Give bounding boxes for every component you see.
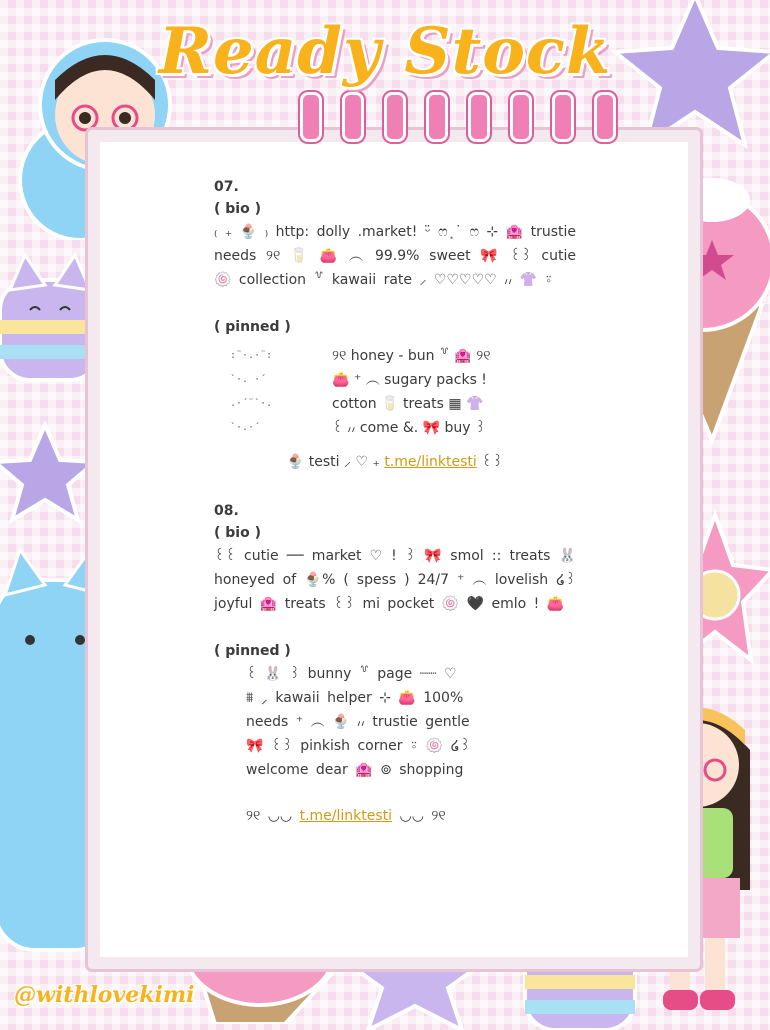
testi-suffix: ꒰꒱ <box>481 454 504 470</box>
pinned-line: ꒰ 🐰 ꒱ bunny ꒷ page ┈┈ ♡ <box>246 666 457 682</box>
ascii-art: :¨·.·¨: <box>230 350 273 361</box>
testi-link[interactable]: t.me/linktesti <box>299 808 393 824</box>
bio-line: honeyed of 🍨% ( spess ) 24/7 ⁺ ︵ lovelish ໒꒱ <box>214 572 576 588</box>
spiral-rings <box>300 92 680 142</box>
pinned-text: ୨୧ honey - bun ꒷ 🏩 ୨୧ <box>332 348 491 364</box>
bio-label: ( bio ) <box>214 201 261 217</box>
section-number: 08. <box>214 503 239 519</box>
pinned-label: ( pinned ) <box>214 319 291 335</box>
pinned-row <box>214 344 576 368</box>
bio-line: needs ୨୧ 🥛 👛 ︵ 99.9% sweet 🎀 ꒰꒱ cutie <box>214 248 576 264</box>
pinned-text: 👛 ⁺ ︵ sugary packs ! <box>332 372 487 388</box>
testi-line <box>214 804 576 828</box>
bio-line: ꒰꒰ cutie ── market ♡ ! ꒱ 🎀 smol :: treats 🐰 <box>214 548 576 564</box>
bio-line: ₍ ₊ 🍨 ₎ http: dolly .market! ᵕ̈ ෆ ͙ ͘ ෆ ⊹ 🏩 trustie <box>214 224 576 240</box>
bio-label: ( bio ) <box>214 525 261 541</box>
ascii-art: `·. ·´ <box>230 374 267 385</box>
testi-suffix: ◡◡ ୨୧ <box>399 808 446 824</box>
page-title: Ready Stock <box>158 14 612 89</box>
content-area <box>214 176 576 828</box>
pinned-line: ⩩ ⸝ kawaii helper ⊹ 👛 100% <box>246 690 464 706</box>
pinned-line: welcome dear 🏩 ⊚ shopping <box>246 762 464 778</box>
star-icon <box>0 420 100 530</box>
pinned-line: 🎀 ꒰꒱ pinkish corner ⍤ 🍥 ໒꒱ <box>246 738 471 754</box>
bio-line: joyful 🏩 treats ꒰꒱ mi pocket 🍥 🖤 emlo ! 👛 <box>214 596 565 612</box>
pinned-text: ꒰ ៸៸ come &. 🎀 buy ꒱ <box>332 420 486 436</box>
watermark: @withlovekimi <box>14 982 195 1008</box>
testi-prefix: 🍨 testi ⸝ ♡ ₊ <box>286 454 380 470</box>
pinned-row <box>214 416 576 440</box>
testi-line <box>214 450 576 474</box>
testi-prefix: ୨୧ ◡◡ <box>246 808 293 824</box>
ascii-art: .·´¨`·. <box>230 398 273 409</box>
pinned-row <box>214 368 576 392</box>
pinned-text: cotton 🥛 treats ▦ 👚 <box>332 396 484 412</box>
pinned-row <box>214 392 576 416</box>
section-number: 07. <box>214 179 239 195</box>
ascii-art: `·.·´ <box>230 422 261 433</box>
testi-link[interactable]: t.me/linktesti <box>384 454 477 470</box>
pinned-line: needs ⁺ ︵ 🍨 ៸៸ trustie gentle <box>246 714 470 730</box>
bio-line: 🍥 collection ꒷ kawaii rate ⸝ ♡♡♡♡♡ ៸៸ 👚 ⍤ <box>214 272 553 288</box>
pinned-label: ( pinned ) <box>214 643 291 659</box>
